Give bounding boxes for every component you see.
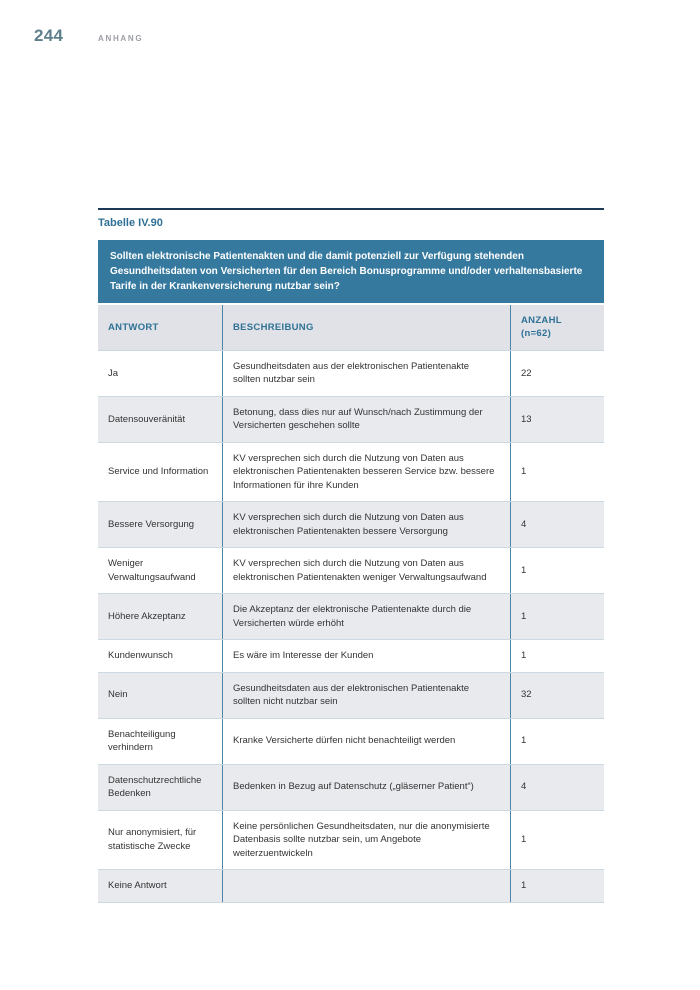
count-cell: 22	[510, 351, 604, 396]
description-cell: Kranke Versicherte dürfen nicht benachteiligt werden	[222, 719, 510, 764]
table-row	[98, 719, 604, 765]
count-cell: 1	[510, 443, 604, 501]
count-cell: 4	[510, 502, 604, 547]
answer-cell: Höhere Akzeptanz	[108, 611, 186, 623]
table-label: Tabelle IV.90	[98, 217, 163, 229]
count-cell: 4	[510, 765, 604, 810]
description-cell: Bedenken in Bezug auf Datenschutz („gläserner Patient“)	[222, 765, 510, 810]
description-cell: Betonung, dass dies nur auf Wunsch/nach Zustimmung der Versicherten geschehen sollte	[222, 397, 510, 442]
page-number: 244	[34, 26, 64, 45]
column-header-antwort: ANTWORT	[108, 321, 159, 333]
answer-cell: Keine Antwort	[108, 880, 167, 892]
table-row	[98, 765, 604, 811]
answer-cell: Nein	[108, 689, 128, 701]
table-row	[98, 397, 604, 443]
answer-cell: Kundenwunsch	[108, 650, 173, 662]
table-row	[98, 811, 604, 870]
table-row	[98, 548, 604, 594]
table-question-text: Sollten elektronische Patientenakten und die damit potenziell zur Verfügung stehenden Gesundheitsdaten von Versicherten für den Bereich Bonusprogramme und/oder verhaltensbasierte Tarife in der Krankenversicherung nutzbar sein?	[110, 251, 583, 292]
count-cell: 1	[510, 811, 604, 869]
table-row	[98, 640, 604, 672]
count-cell: 1	[510, 640, 604, 671]
table-row	[98, 502, 604, 548]
table-block	[98, 208, 604, 903]
answer-cell: Service und Information	[108, 466, 209, 478]
answer-cell: Weniger Verwaltungsaufwand	[108, 558, 196, 583]
description-cell	[222, 870, 510, 901]
table-row	[98, 870, 604, 902]
table-row	[98, 443, 604, 502]
table-row	[98, 594, 604, 640]
answer-cell: Datensouveränität	[108, 413, 186, 425]
description-cell: KV versprechen sich durch die Nutzung von Daten aus elektronischen Patientenakten bessere Versorgung	[222, 502, 510, 547]
description-cell: Gesundheitsdaten aus der elektronischen Patientenakte sollten nutzbar sein	[222, 351, 510, 396]
count-cell: 1	[510, 548, 604, 593]
answer-cell: Ja	[108, 367, 119, 379]
table-row	[98, 673, 604, 719]
description-cell: Es wäre im Interesse der Kunden	[222, 640, 510, 671]
description-cell: KV versprechen sich durch die Nutzung von Daten aus elektronischen Patientenakten weniger Verwaltungsaufwand	[222, 548, 510, 593]
description-cell: KV versprechen sich durch die Nutzung von Daten aus elektronischen Patientenakten besseren Service bzw. bessere Informationen für ihre Kunden	[222, 443, 510, 501]
running-head: ANHANG	[98, 34, 144, 43]
count-cell: 32	[510, 673, 604, 718]
count-cell: 1	[510, 594, 604, 639]
count-cell: 1	[510, 719, 604, 764]
table-header-row	[98, 305, 604, 351]
answer-cell: Datenschutzrechtliche Bedenken	[108, 774, 202, 800]
table-row	[98, 351, 604, 397]
column-header-anzahl: ANZAHL (n=62)	[510, 305, 604, 350]
count-cell: 13	[510, 397, 604, 442]
description-cell: Die Akzeptanz der elektronische Patientenakte durch die Versicherten würde erhöht	[222, 594, 510, 639]
answer-cell: Nur anonymisiert, für statistische Zwecke	[108, 827, 197, 852]
table-question-banner	[98, 240, 604, 303]
count-cell: 1	[510, 870, 604, 901]
answer-cell: Bessere Versorgung	[108, 519, 195, 531]
answer-cell: Benachteiligung verhindern	[108, 728, 176, 754]
column-header-beschreibung: BESCHREIBUNG	[222, 305, 510, 350]
description-cell: Gesundheitsdaten aus der elektronischen Patientenakte sollten nicht nutzbar sein	[222, 673, 510, 718]
table-top-rule	[98, 208, 604, 210]
description-cell: Keine persönlichen Gesundheitsdaten, nur die anonymisierte Datenbasis sollte nutzbar sein, um Angebote weiterzuentwickeln	[222, 811, 510, 869]
